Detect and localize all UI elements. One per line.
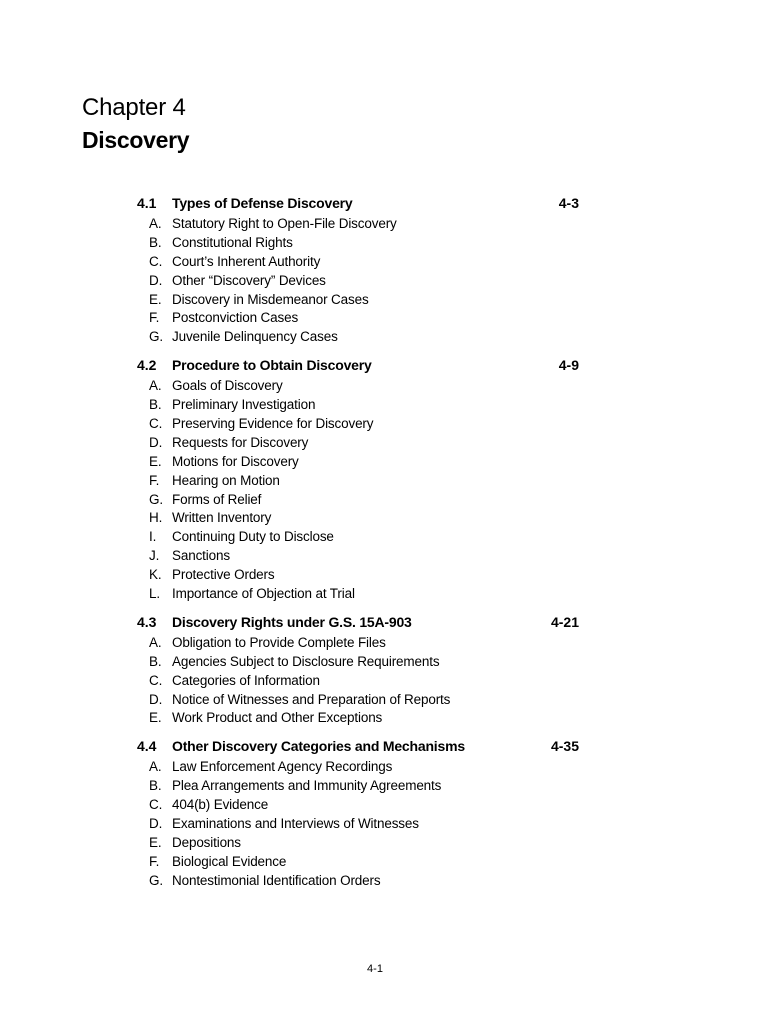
toc-item xyxy=(137,291,579,310)
toc-item-letter: E. xyxy=(149,834,162,850)
section-title: Other Discovery Categories and Mechanisms xyxy=(172,738,465,755)
toc-item-text: Work Product and Other Exceptions xyxy=(172,710,383,726)
section-number: 4.4 xyxy=(137,738,157,755)
page-number: 4-1 xyxy=(367,963,383,975)
toc-item-letter: K. xyxy=(149,567,162,583)
toc-item xyxy=(137,377,579,396)
section-heading xyxy=(137,612,579,632)
toc-item-letter: C. xyxy=(149,253,163,269)
toc-item-letter: D. xyxy=(149,272,163,288)
toc-item-text: Requests for Discovery xyxy=(172,434,309,450)
toc-item-text: Nontestimonial Identification Orders xyxy=(172,872,381,888)
toc-item-letter: D. xyxy=(149,816,163,832)
toc-item-text: Biological Evidence xyxy=(172,853,287,869)
chapter-label: Chapter 4 xyxy=(82,94,186,121)
toc-item xyxy=(137,566,579,585)
section-page-number: 4-21 xyxy=(550,613,579,630)
toc-item-letter: B. xyxy=(149,778,162,794)
toc-item-letter: A. xyxy=(149,378,162,394)
toc-item-text: Other “Discovery” Devices xyxy=(172,272,326,288)
toc-item-text: 404(b) Evidence xyxy=(172,797,269,813)
section-page-number: 4-3 xyxy=(558,195,579,211)
toc-item xyxy=(137,472,579,491)
toc-item-letter: F. xyxy=(149,310,160,326)
section-heading xyxy=(137,193,579,213)
toc-item xyxy=(137,509,579,528)
toc-item-letter: H. xyxy=(149,510,163,526)
toc-item xyxy=(137,634,579,653)
section-number: 4.1 xyxy=(137,195,157,211)
toc-item xyxy=(137,215,579,234)
toc-item-text: Plea Arrangements and Immunity Agreements xyxy=(172,778,442,794)
toc-item-letter: I. xyxy=(149,529,157,545)
toc-item-text: Goals of Discovery xyxy=(172,378,283,394)
toc-item-letter: B. xyxy=(149,397,162,413)
toc-item xyxy=(137,853,579,872)
section-heading xyxy=(137,736,579,756)
toc-item-text: Importance of Objection at Trial xyxy=(172,586,355,602)
toc-item-text: Statutory Right to Open-File Discovery xyxy=(172,216,397,231)
section-title: Procedure to Obtain Discovery xyxy=(172,357,372,374)
toc-item xyxy=(137,396,579,415)
toc-item xyxy=(137,547,579,566)
toc-item-letter: B. xyxy=(149,234,162,250)
toc-item-text: Notice of Witnesses and Preparation of Reports xyxy=(172,691,451,707)
toc-item xyxy=(137,253,579,272)
toc-item-letter: A. xyxy=(149,216,162,231)
toc-item-letter: G. xyxy=(149,329,163,345)
section-number: 4.3 xyxy=(137,613,157,630)
toc-item-letter: E. xyxy=(149,291,162,307)
table-of-contents xyxy=(137,193,579,899)
toc-item xyxy=(137,815,579,834)
toc-item-text: Court’s Inherent Authority xyxy=(172,253,321,269)
section-title: Types of Defense Discovery xyxy=(172,195,353,211)
toc-item-letter: D. xyxy=(149,434,163,450)
toc-item-letter: E. xyxy=(149,453,162,469)
toc-item xyxy=(137,528,579,547)
toc-item-letter: C. xyxy=(149,672,163,688)
toc-item xyxy=(137,709,579,728)
toc-item-text: Agencies Subject to Disclosure Requirements xyxy=(172,653,440,669)
section-title: Discovery Rights under G.S. 15A-903 xyxy=(172,613,412,630)
toc-item xyxy=(137,672,579,691)
toc-item xyxy=(137,415,579,434)
toc-item-text: Obligation to Provide Complete Files xyxy=(172,634,386,650)
toc-item-text: Examinations and Interviews of Witnesses xyxy=(172,816,419,832)
section-page-number: 4-9 xyxy=(558,357,579,374)
toc-item-letter: B. xyxy=(149,653,162,669)
toc-item-letter: D. xyxy=(149,691,163,707)
section-number: 4.2 xyxy=(137,357,157,374)
toc-item-letter: F. xyxy=(149,853,160,869)
toc-item xyxy=(137,796,579,815)
toc-item-text: Juvenile Delinquency Cases xyxy=(172,329,338,345)
toc-item-letter: A. xyxy=(149,759,162,775)
toc-item xyxy=(137,272,579,291)
toc-item-text: Depositions xyxy=(172,834,241,850)
toc-item-letter: C. xyxy=(149,797,163,813)
toc-item xyxy=(137,777,579,796)
toc-item-text: Postconviction Cases xyxy=(172,310,299,326)
toc-item-text: Continuing Duty to Disclose xyxy=(172,529,334,545)
toc-item xyxy=(137,491,579,510)
toc-item xyxy=(137,834,579,853)
toc-item-text: Categories of Information xyxy=(172,672,320,688)
toc-section xyxy=(137,193,579,347)
toc-item xyxy=(137,872,579,891)
toc-item xyxy=(137,758,579,777)
toc-item-text: Hearing on Motion xyxy=(172,472,280,488)
toc-item-text: Law Enforcement Agency Recordings xyxy=(172,759,393,775)
toc-item xyxy=(137,328,579,347)
section-heading xyxy=(137,355,579,375)
toc-item xyxy=(137,691,579,710)
toc-item-text: Written Inventory xyxy=(172,510,272,526)
chapter-title: Discovery xyxy=(82,127,190,153)
toc-item-letter: G. xyxy=(149,491,163,507)
toc-section xyxy=(137,736,579,890)
toc-item-letter: F. xyxy=(149,472,160,488)
toc-item-letter: A. xyxy=(149,634,162,650)
toc-item-text: Sanctions xyxy=(172,548,230,564)
toc-item xyxy=(137,234,579,253)
toc-item-letter: C. xyxy=(149,416,163,432)
toc-section xyxy=(137,355,579,604)
toc-item-letter: G. xyxy=(149,872,163,888)
toc-item-text: Discovery in Misdemeanor Cases xyxy=(172,291,369,307)
toc-item-letter: J. xyxy=(149,548,160,564)
toc-item xyxy=(137,309,579,328)
toc-item xyxy=(137,653,579,672)
toc-item-text: Constitutional Rights xyxy=(172,234,293,250)
toc-item xyxy=(137,585,579,604)
toc-item-letter: L. xyxy=(149,586,160,602)
toc-item-text: Preserving Evidence for Discovery xyxy=(172,416,374,432)
toc-item xyxy=(137,434,579,453)
toc-item-text: Forms of Relief xyxy=(172,491,262,507)
toc-item-text: Protective Orders xyxy=(172,567,275,583)
toc-item-letter: E. xyxy=(149,710,162,726)
toc-section xyxy=(137,612,579,728)
toc-item-text: Motions for Discovery xyxy=(172,453,299,469)
toc-item-text: Preliminary Investigation xyxy=(172,397,316,413)
section-page-number: 4-35 xyxy=(550,738,579,755)
toc-item xyxy=(137,453,579,472)
